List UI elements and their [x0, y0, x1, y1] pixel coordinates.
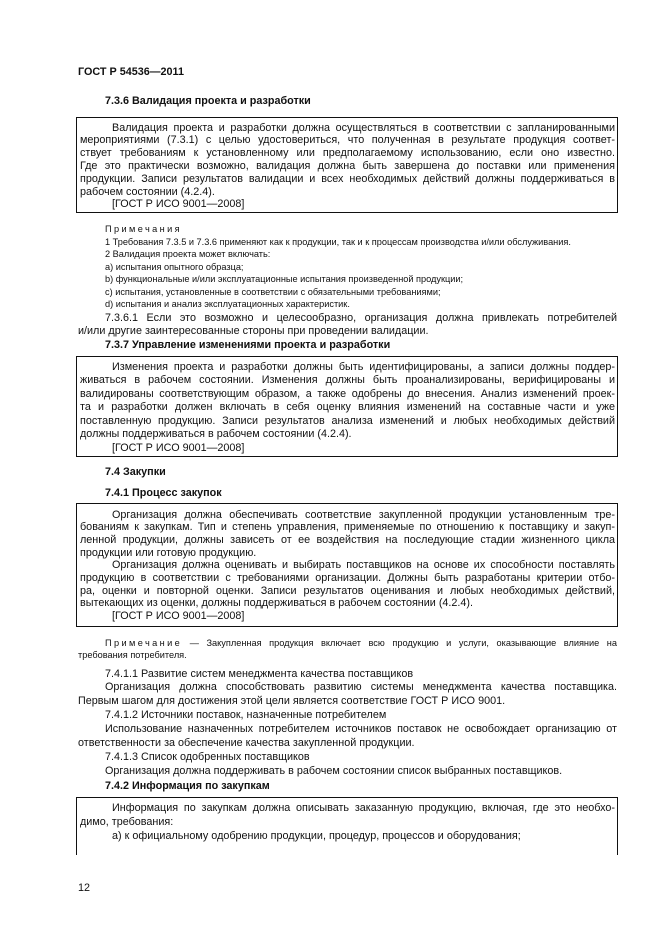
quote-line: Изменения проекта и разработки должны быть идентифицированы, а записи должны поддер-: [112, 360, 615, 373]
note-item: c) испытания, установленные в соответствии с обязательными требованиями;: [105, 286, 441, 297]
paragraph-line: Организация должна поддерживать в рабочем состоянии список выбранных поставщиков.: [105, 764, 563, 777]
note-item: 2 Валидация проекта может включать:: [105, 249, 271, 260]
section-heading-7-4-1: 7.4.1 Процесс закупок: [105, 486, 222, 499]
note-item: 1 Требования 7.3.5 и 7.3.6 применяют как к продукции, так и к процессам производства и/или обслуживания.: [105, 237, 571, 247]
quote-line: продукции или готовую продукцию.: [80, 546, 257, 559]
paragraph-line: Организация должна способствовать развитию системы менеджмента качества поставщика.: [105, 681, 617, 694]
section-heading-7-3-7: 7.3.7 Управление изменениями проекта и разработки: [105, 338, 391, 351]
page-number: 12: [78, 881, 91, 894]
paragraph-line: ответственности за обеспечение качества закупленной продукции.: [78, 737, 415, 749]
quote-line: та и разработки должен включать в себя оценку влияния изменений на составные части и уже: [80, 401, 615, 413]
note-7-4-1: [105, 637, 617, 649]
note-text: требования потребителя.: [78, 650, 187, 660]
paragraph-line: Первым шагом для достижения этой цели является соответствие ГОСТ Р ИСО 9001.: [78, 695, 506, 708]
quote-line: мероприятиями (7.3.1) с целью удостовериться, что полученная в результате продукция соответ-: [80, 134, 615, 147]
quote-line: Организация должна обеспечивать соответствие закупленной продукции установленным тре-: [112, 508, 615, 521]
quote-line: [ГОСТ Р ИСО 9001—2008]: [112, 441, 245, 454]
paragraph-line: 7.4.1.3 Список одобренных поставщиков: [105, 750, 310, 763]
quote-line: [ГОСТ Р ИСО 9001—2008]: [112, 610, 245, 623]
quote-line: Информация по закупкам должна описывать заказанную продукцию, включая, где это необхо-: [112, 801, 615, 814]
paragraph-line: 7.3.6.1 Если это возможно и целесообразно, организация должна привлекать потребителей: [105, 311, 617, 324]
note-text: — Закупленная продукция включает всю продукцию и услуги, оказывающие влияние на: [182, 638, 617, 648]
section-heading-7-4: 7.4 Закупки: [105, 465, 166, 478]
notes-title: Примечания: [105, 224, 183, 234]
quote-line: ра, оценки и повторной оценки. Записи результатов оценивания и любых необходимых действий,: [80, 584, 615, 597]
quote-line: бованиям к закупкам. Тип и степень управления, применяемые по отношению к поставщику и закуп-: [80, 521, 615, 534]
section-heading-7-3-6: 7.3.6 Валидация проекта и разработки: [105, 94, 311, 107]
quote-line: поставленную продукцию. Записи результатов анализа изменений и любых необходимых действий: [80, 414, 615, 427]
quote-line: [ГОСТ Р ИСО 9001—2008]: [112, 198, 245, 211]
quote-line: продукцию в соответствии с требованиями организации. Должны быть разработаны критерии отбо-: [80, 572, 615, 584]
section-heading-7-4-2: 7.4.2 Информация по закупкам: [105, 779, 270, 792]
quote-line: Организация должна оценивать и выбирать поставщиков на основе их способности поставлять: [112, 559, 615, 572]
quote-line: Валидация проекта и разработки должна осуществляться в соответствии с запланированными: [112, 121, 615, 134]
quote-line: должны поддерживаться в рабочем состоянии (4.2.4).: [80, 428, 352, 440]
quote-line: ленной продукции, должны зависеть от ее воздействия на последующие стадии жизненного цикла: [80, 533, 615, 546]
quote-line: димо, требования:: [80, 815, 174, 828]
quote-line: валидированы соответствующим образом, а также одобрены до внесения. Анализ изменений проек-: [80, 387, 615, 400]
note-item: b) функциональные и/или эксплуатационные испытания произведенной продукции;: [105, 274, 464, 285]
quote-line: вытекающих из оценки, должны поддерживаться в рабочем состоянии (4.2.4).: [80, 597, 474, 610]
quote-line: Где это практически возможно, валидация должна быть завершена до поставки или применения: [80, 159, 615, 172]
quote-line: рабочем состоянии (4.2.4).: [80, 185, 215, 198]
document-header: ГОСТ Р 54536—2011: [78, 65, 184, 78]
quote-line: а) к официальному одобрению продукции, процедур, процессов и оборудования;: [112, 829, 521, 842]
note-item: a) испытания опытного образца;: [105, 261, 244, 272]
quote-line: живаться в рабочем состоянии. Изменения должны быть проанализированы, верифицированы и: [80, 374, 615, 386]
paragraph-line: и/или другие заинтересованные стороны при проведении валидации.: [78, 325, 429, 337]
quote-line: ствует требованиям к установленному или предполагаемому использованию, если оно известно.: [80, 147, 615, 160]
paragraph-line: Использование назначенных потребителем источников поставок не освобождает организацию от: [105, 723, 617, 736]
paragraph-line: 7.4.1.2 Источники поставок, назначенные потребителем: [105, 709, 387, 722]
quote-line: продукции. Записи результатов валидации и всех необходимых действий должны поддерживаться в: [80, 172, 615, 185]
note-label: Примечание: [105, 638, 183, 648]
paragraph-line: 7.4.1.1 Развитие систем менеджмента качества поставщиков: [105, 667, 414, 680]
note-item: d) испытания и анализ эксплуатационных характеристик.: [105, 299, 350, 309]
